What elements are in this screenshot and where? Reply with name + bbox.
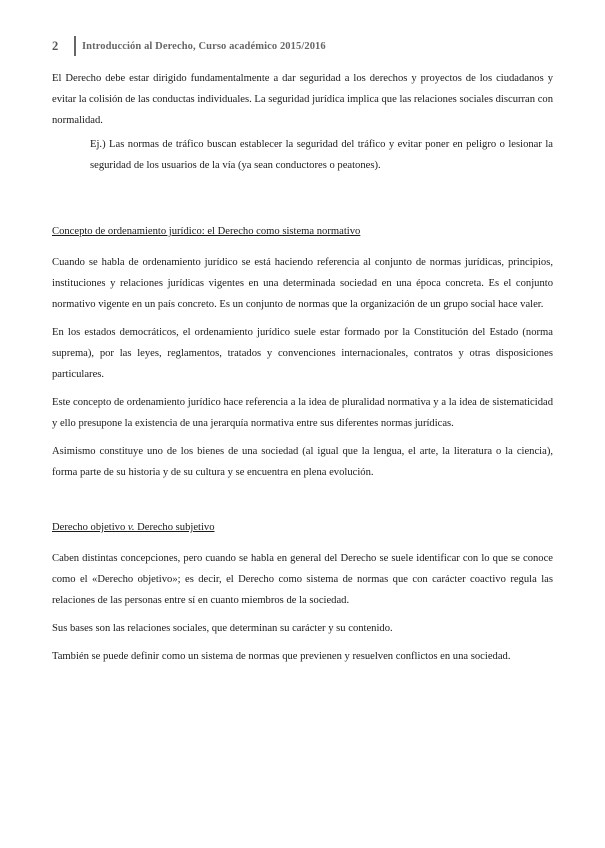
paragraph: También se puede definir como un sistema de normas que previenen y resuelven conflictos en una sociedad.: [52, 651, 511, 662]
paragraph: Este concepto de ordenamiento jurídico hace referencia a la idea de pluralidad normativa y a la idea de sistematicidad y ello presupone la existencia de una jerarquía normativa entre sus diferentes normas jurídicas.: [52, 397, 553, 429]
header-divider: [74, 36, 76, 56]
heading-part: Derecho objetivo: [52, 522, 128, 533]
header-title: Introducción al Derecho, Curso académico 2015/2016: [82, 40, 326, 52]
paragraph: Cuando se habla de ordenamiento jurídico se está haciendo referencia al conjunto de normas jurídicas, principios, instituciones y relaciones jurídicas vigentes en una determinada sociedad en una época concreta. Es el conjunto normativo vigente en un país concreto. Es un conjunto de normas que la organización de un grupo social hace valer.: [52, 257, 553, 310]
section-heading-ordenamiento: Concepto de ordenamiento jurídico: el Derecho como sistema normativo: [52, 226, 361, 237]
section-heading-derecho-objetivo: [52, 517, 553, 538]
example-paragraph: Ej.) Las normas de tráfico buscan establecer la seguridad del tráfico y evitar poner en peligro o lesionar la seguridad de los usuarios de la vía (ya sean conductores o peatones).: [90, 139, 553, 171]
page-number: 2: [52, 38, 59, 53]
heading-part: Derecho subjetivo: [134, 522, 215, 533]
document-body: [52, 68, 553, 667]
paragraph: El Derecho debe estar dirigido fundamentalmente a dar seguridad a los derechos y proyectos de los ciudadanos y evitar la colisión de las conductas individuales. La seguridad jurídica implica que las relaciones sociales discurran con normalidad.: [52, 73, 553, 126]
page-header: [52, 36, 326, 56]
paragraph: En los estados democráticos, el ordenamiento jurídico suele estar formado por la Constitución del Estado (norma suprema), por las leyes, reglamentos, tratados y convenciones internacionales, contratos y otras disposiciones particulares.: [52, 327, 553, 380]
paragraph: Asimismo constituye uno de los bienes de una sociedad (al igual que la lengua, el arte, la literatura o la ciencia), forma parte de su historia y de su cultura y se encuentra en plena evolución.: [52, 446, 553, 478]
paragraph: Caben distintas concepciones, pero cuando se habla en general del Derecho se suele identificar con lo que se conoce como el «Derecho objetivo»; es decir, el Derecho como sistema de normas que con carácter coactivo regula las relaciones de las personas entre sí en cuanto miembros de la sociedad.: [52, 553, 553, 606]
paragraph: Sus bases son las relaciones sociales, que determinan su carácter y su contenido.: [52, 623, 393, 634]
heading-versus: v.: [127, 522, 135, 533]
